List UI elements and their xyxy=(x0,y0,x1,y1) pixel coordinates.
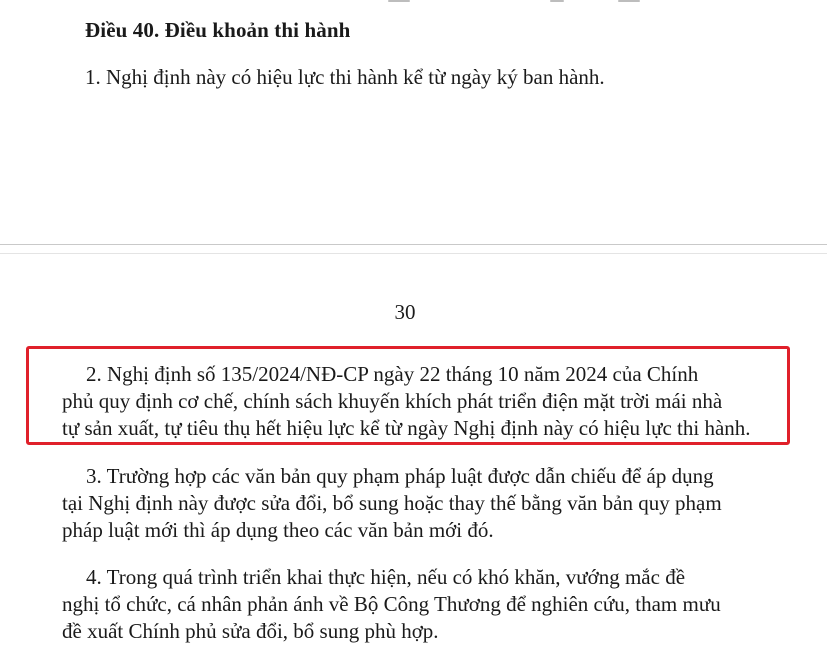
clause-1: 1. Nghị định này có hiệu lực thi hành kể từ ngày ký ban hành. xyxy=(85,65,605,89)
clause-3-line: pháp luật mới thì áp dụng theo các văn bản mới đó. xyxy=(62,518,494,542)
page-separator xyxy=(0,244,827,256)
clause-4-line: 4. Trong quá trình triển khai thực hiện, nếu có khó khăn, vướng mắc đề xyxy=(86,565,686,589)
article-heading: Điều 40. Điều khoản thi hành xyxy=(85,18,351,42)
clause-3-line: 3. Trường hợp các văn bản quy phạm pháp luật được dẫn chiếu để áp dụng xyxy=(86,464,714,488)
page-number: 30 xyxy=(394,300,416,324)
clause-2-line: tự sản xuất, tự tiêu thụ hết hiệu lực kể từ ngày Nghị định này có hiệu lực thi hành. xyxy=(62,416,751,440)
clause-3 xyxy=(62,463,722,544)
previous-text-remnant xyxy=(380,0,680,4)
clause-2-line: 2. Nghị định số 135/2024/NĐ-CP ngày 22 tháng 10 năm 2024 của Chính xyxy=(86,362,699,386)
clause-3-line: tại Nghị định này được sửa đổi, bổ sung hoặc thay thế bằng văn bản quy phạm xyxy=(62,491,722,515)
clause-4 xyxy=(62,564,721,645)
clause-2-line: phủ quy định cơ chế, chính sách khuyến khích phát triển điện mặt trời mái nhà xyxy=(62,389,723,413)
clause-2 xyxy=(62,361,751,442)
clause-4-line: nghị tổ chức, cá nhân phản ánh về Bộ Công Thương để nghiên cứu, tham mưu xyxy=(62,592,721,616)
page-29-bottom xyxy=(0,0,827,244)
clause-4-line: đề xuất Chính phủ sửa đổi, bổ sung phù hợp. xyxy=(62,619,439,643)
